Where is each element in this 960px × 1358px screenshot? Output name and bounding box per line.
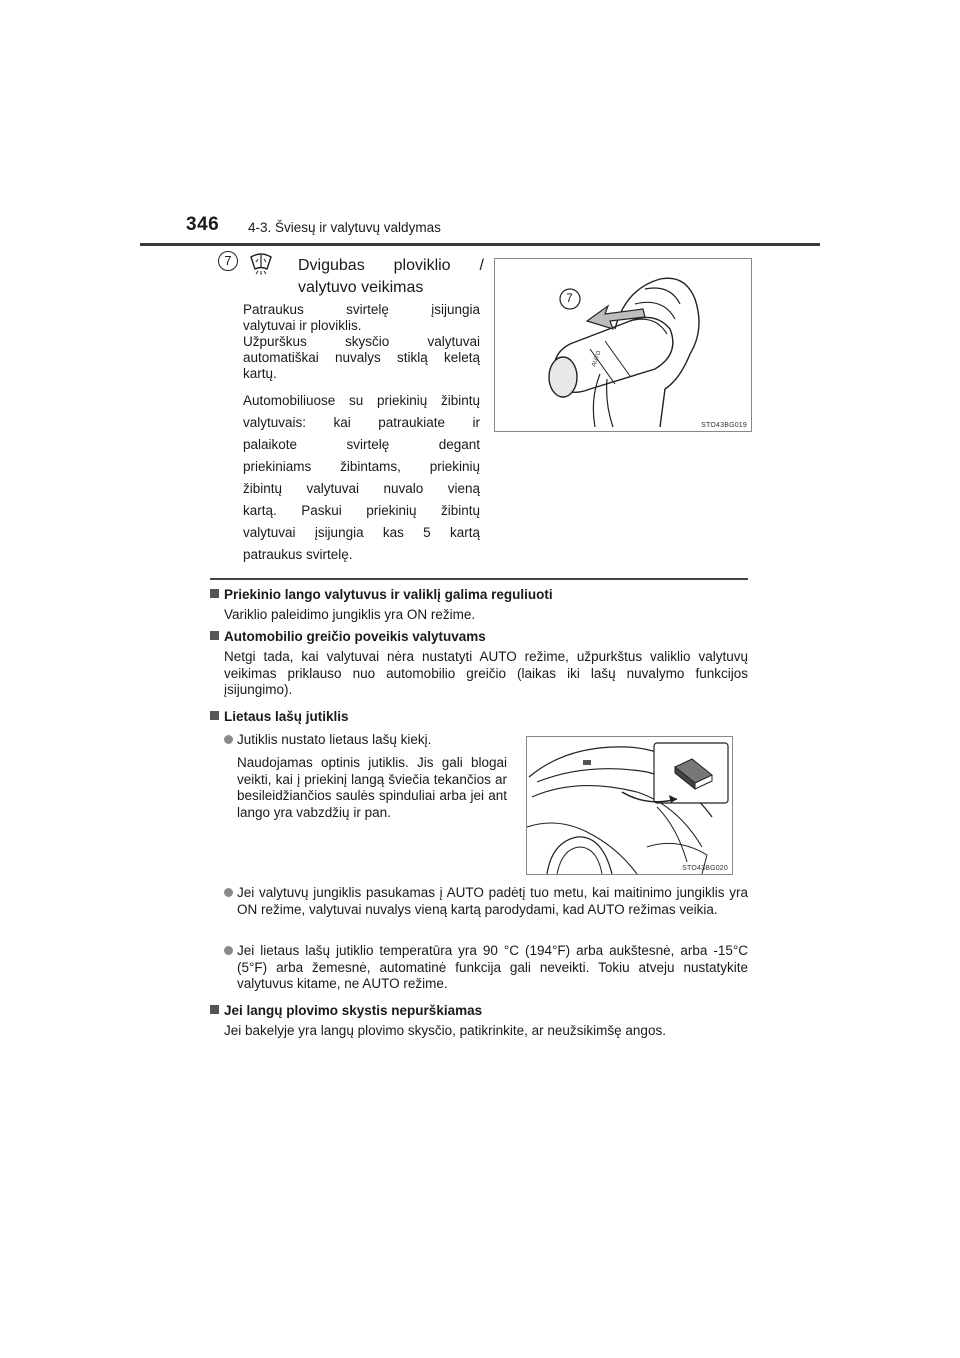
section-divider [210,578,748,580]
round-bullet-icon [224,888,233,897]
section-title: 4-3. Šviesų ir valytuvų valdymas [248,220,441,235]
square-bullet-icon [210,711,219,720]
section-heading: Automobilio greičio poveikis valytuvams [210,629,486,644]
figure-callout-label: 7 [566,291,573,305]
section-text: Naudojamas optinis jutiklis. Jis gali blogai veikti, kai į priekinį langą šviečia tekančios ar besileidžiančios saulės spinduliai arba jei ant lango yra vabzdžių ir pan. [237,755,507,820]
round-bullet-icon [224,735,233,744]
header-divider [140,243,820,246]
figure-code: STO43BG020 [682,865,728,872]
square-bullet-icon [210,1005,219,1014]
item-number-badge: 7 [218,251,238,271]
lever-drawing [495,259,751,431]
item-description: Patraukus svirtelę įsijungia valytuvai ir ploviklis. Užpurškus skysčio valytuvai automatiškai nuvalys stiklą keletą kartų. Automobiliuose su priekinių žibintų valytuvais: kai patraukiate ir palaikote svirtelę degant priekiniams žibintams, priekinių žibintų valytuvai nuvalo vieną kartą. Paskui priekinių žibintų valytuvai įsijungia kas 5 kartą patraukus svirtelę. [243,302,480,562]
section-heading: Priekinio lango valytuvus ir valiklį galima reguliuoti [210,587,553,602]
page-number: 346 [186,214,220,235]
section-heading: Lietaus lašų jutiklis [210,709,349,724]
washer-wiper-icon [248,250,274,276]
section-heading: Jei langų plovimo skystis nepurškiamas [210,1003,482,1018]
section-text: Netgi tada, kai valytuvai nėra nustatyti AUTO režime, užpurkštus valiklio valytuvų veikimas priklauso nuo automobilio greičio (laikas iki lašų nuvalymo funkcijos įsijungimo). [224,649,748,697]
list-item: Jei lietaus lašų jutiklio temperatūra yra 90 °C (194°F) arba aukštesnė, arba -15°C (5°F) arba žemesnė, automatinė funkcija gali neveikti. Tokiu atveju nustatykite valytuvus kitame, ne AUTO režime. [224,943,748,993]
figure-code: STO43BG019 [701,422,747,429]
svg-text:AUTO: AUTO [591,350,603,368]
list-item: Jei valytuvų jungiklis pasukamas į AUTO padėtį tuo metu, kai maitinimo jungiklis yra ON režime, valytuvai nuvalys vieną kartą parodydami, kad AUTO režimas veikia. [224,885,748,918]
round-bullet-icon [224,946,233,955]
square-bullet-icon [210,631,219,640]
section-text: Jei bakelyje yra langų plovimo skysčio, patikrinkite, ar neužsikimšę angos. [224,1023,666,1038]
rain-sensor-illustration [526,736,733,875]
square-bullet-icon [210,589,219,598]
wiper-lever-illustration [494,258,752,432]
section-text: Variklio paleidimo jungiklis yra ON režime. [224,607,476,622]
item-title: Dvigubas ploviklio / valytuvo veikimas [298,257,484,296]
list-item: Jutiklis nustato lietaus lašų kiekį. [224,732,507,749]
car-drawing [527,737,732,874]
